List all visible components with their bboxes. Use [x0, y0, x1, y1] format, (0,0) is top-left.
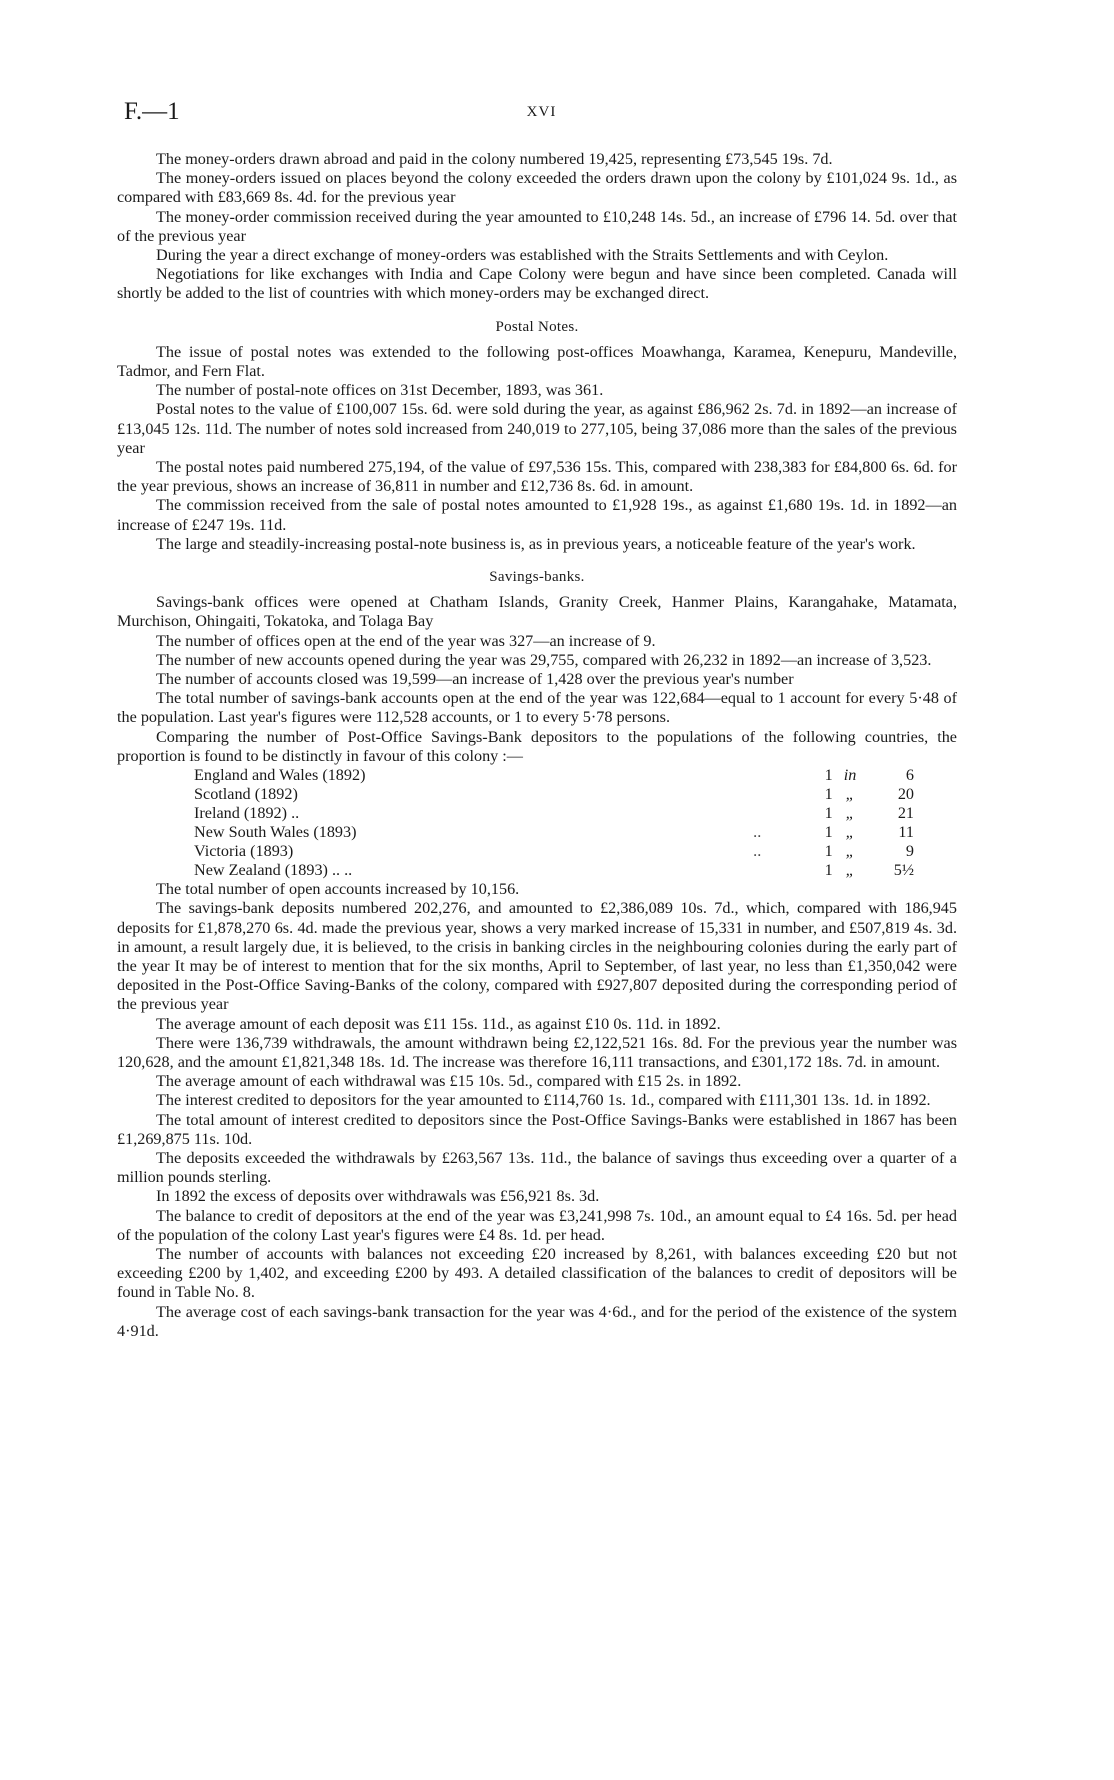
leader-dots [705, 785, 810, 804]
table-row [194, 785, 914, 804]
table-row [194, 861, 914, 880]
paragraph: The interest credited to depositors for the year amounted to £114,760 1s. 1d., compared with £111,301 13s. 1d. in 1892. [156, 1091, 931, 1110]
ratio-value: 5½ [893, 861, 914, 880]
leader-dots: .. [753, 823, 762, 842]
ratio-value: 9 [905, 842, 914, 861]
paragraph: The number of accounts with balances not exceeding £20 increased by 8,261, with balances exceeding £20 but not exceeding £200 by 1,402, and exceeding £200 by 493. A detailed classification of the balances to credit of depositors will be found in Table No. 8. [117, 1244, 957, 1302]
leader-dots [705, 861, 810, 880]
table-row [194, 823, 914, 842]
table-row [194, 804, 914, 823]
paragraph: The average cost of each savings-bank transaction for the year was 4·6d., and for the period of the existence of the system 4·91d. [117, 1302, 957, 1340]
ratio-separator: „ [845, 804, 855, 823]
paragraph: The money-orders issued on places beyond the colony exceeded the orders drawn upon the colony by £101,024 9s. 1d., as compared with £83,669 8s. 4d. for the previous year [117, 169, 957, 207]
paragraph: The total number of open accounts increased by 10,156. [156, 880, 520, 899]
ratio-value: 11 [898, 823, 914, 842]
country-name: Scotland (1892) [194, 785, 298, 804]
leader-dots: .. [753, 842, 762, 861]
paragraph: The deposits exceeded the withdrawals by £263,567 13s. 11d., the balance of savings thus exceeding over a quarter of a million pounds sterling. [117, 1148, 957, 1187]
leader-dots [705, 766, 810, 785]
ratio-separator: in [843, 766, 857, 785]
ratio-one: 1 [824, 823, 833, 842]
paragraph: The number of accounts closed was 19,599—an increase of 1,428 over the previous year's number [156, 670, 794, 689]
ratio-value: 6 [905, 766, 914, 785]
paragraph: The average amount of each withdrawal was £15 10s. 5d., compared with £15 2s. in 1892. [156, 1072, 742, 1091]
ratio-value: 20 [897, 785, 914, 804]
country-name: England and Wales (1892) [194, 766, 366, 785]
savings-banks-section [117, 568, 957, 1341]
paragraph: In 1892 the excess of deposits over withdrawals was £56,921 8s. 3d. [156, 1187, 600, 1206]
country-name: Ireland (1892) .. [194, 804, 300, 823]
paragraph: The issue of postal notes was extended to the following post-offices Moawhanga, Karamea, Kenepuru, Mandeville, Tadmor, and Fern Flat. [117, 342, 957, 381]
ratio-one: 1 [824, 842, 833, 861]
paragraph: The number of postal-note offices on 31st December, 1893, was 361. [156, 381, 604, 400]
ratio-separator: „ [845, 861, 855, 880]
paragraph: Negotiations for like exchanges with India and Cape Colony were begun and have since been completed. Canada will shortly be added to the list of countries with which money-orders may be exchanged direct. [117, 265, 957, 303]
paragraph: The commission received from the sale of postal notes amounted to £1,928 19s., as against £1,680 19s. 1d. in 1892—an increase of £247 19s. 11d. [117, 496, 957, 534]
postal-notes-section [117, 318, 957, 554]
paragraph: The average amount of each deposit was £11 15s. 11d., as against £10 0s. 11d. in 1892. [156, 1014, 721, 1033]
country-name: New South Wales (1893) [194, 823, 357, 842]
paragraph: The total number of savings-bank accounts open at the end of the year was 122,684—equal to 1 account for every 5·48 of the population. Last year's figures were 112,528 accounts, or 1 to every 5·78 persons. [117, 689, 957, 727]
paragraph: The savings-bank deposits numbered 202,276, and amounted to £2,386,089 10s. 7d., which, compared with 186,945 deposits for £1,878,270 6s. 4d. made the previous year, shows a very marked increase of 15,331 in number, and £507,819 4s. 3d. in amount, a result largely due, it is believed, to the crisis in banking circles in the neighbouring colonies during the early part of the year It may be of interest to mention that for the six months, April to September, of last year, no less than £1,350,042 were deposited in the Post-Office Saving-Banks of the colony, compared with £927,807 deposited during the corresponding period of the previous year [117, 899, 957, 1014]
paragraph: The number of new accounts opened during the year was 29,755, compared with 26,232 in 1892—an increase of 3,523. [156, 650, 932, 669]
ratio-one: 1 [824, 785, 833, 804]
paragraph: Comparing the number of Post-Office Savings-Bank depositors to the populations of the following countries, the proportion is found to be distinctly in favour of this colony :— [117, 727, 957, 765]
page-number: XVI [526, 104, 557, 120]
document-reference: F.—1 [124, 98, 180, 125]
table-row [194, 842, 914, 861]
ratio-one: 1 [824, 861, 833, 880]
ratio-separator: „ [845, 842, 855, 861]
paragraph: The total amount of interest credited to depositors since the Post-Office Savings-Banks were established in 1867 has been £1,269,875 11s. 10d. [117, 1110, 957, 1148]
country-name: New Zealand (1893) .. .. [194, 861, 353, 880]
money-orders-section [117, 150, 957, 304]
ratio-one: 1 [824, 766, 833, 785]
paragraph: The money-order commission received during the year amounted to £10,248 14s. 5d., an increase of £796 14. 5d. over that of the previous year [117, 207, 957, 245]
paragraph: The number of offices open at the end of the year was 327—an increase of 9. [156, 631, 656, 650]
leader-dots [705, 804, 810, 823]
paragraph: There were 136,739 withdrawals, the amount withdrawn being £2,122,521 16s. 8d. For the previous year the number was 120,628, and the amount £1,821,348 18s. 1d. The increase was therefore 16,111 transactions, and £301,172 18s. 7d. in amount. [117, 1033, 957, 1071]
paragraph: The money-orders drawn abroad and paid in the colony numbered 19,425, representing £73,545 19s. 7d. [156, 150, 833, 168]
ratio-separator: „ [845, 823, 855, 842]
paragraph: Savings-bank offices were opened at Chatham Islands, Granity Creek, Hanmer Plains, Karangahake, Matamata, Murchison, Ohingaiti, Tokatoka, and Tolaga Bay [117, 593, 957, 631]
ratio-value: 21 [897, 804, 914, 823]
page-header [124, 98, 959, 138]
paragraph: Postal notes to the value of £100,007 15s. 6d. were sold during the year, as against £86,962 2s. 7d. in 1892—an increase of £13,045 12s. 11d. The number of notes sold increased from 240,019 to 277,105, being 37,086 more than the sales of the previous year [117, 400, 957, 457]
country-name: Victoria (1893) [194, 842, 294, 861]
paragraph: The postal notes paid numbered 275,194, of the value of £97,536 15s. This, compared with 238,383 for £84,800 6s. 6d. for the year previous, shows an increase of 36,811 in number and £12,736 8s. 6d. in amount. [117, 458, 957, 496]
section-heading-postal-notes: Postal Notes. [495, 318, 579, 335]
depositor-proportion-table [194, 766, 914, 880]
ratio-one: 1 [824, 804, 833, 823]
paragraph: The balance to credit of depositors at the end of the year was £3,241,998 7s. 10d., an amount equal to £4 16s. 5d. per head of the population of the colony Last year's figures were £4 8s. 1d. per head. [117, 1206, 957, 1244]
section-heading-savings-banks: Savings-banks. [489, 569, 585, 586]
page-body [117, 150, 957, 1341]
paragraph: During the year a direct exchange of money-orders was established with the Straits Settlements and with Ceylon. [156, 246, 889, 265]
ratio-separator: „ [845, 785, 855, 804]
paragraph: The large and steadily-increasing postal-note business is, as in previous years, a noticeable feature of the year's work. [156, 534, 916, 553]
table-row [194, 766, 914, 785]
